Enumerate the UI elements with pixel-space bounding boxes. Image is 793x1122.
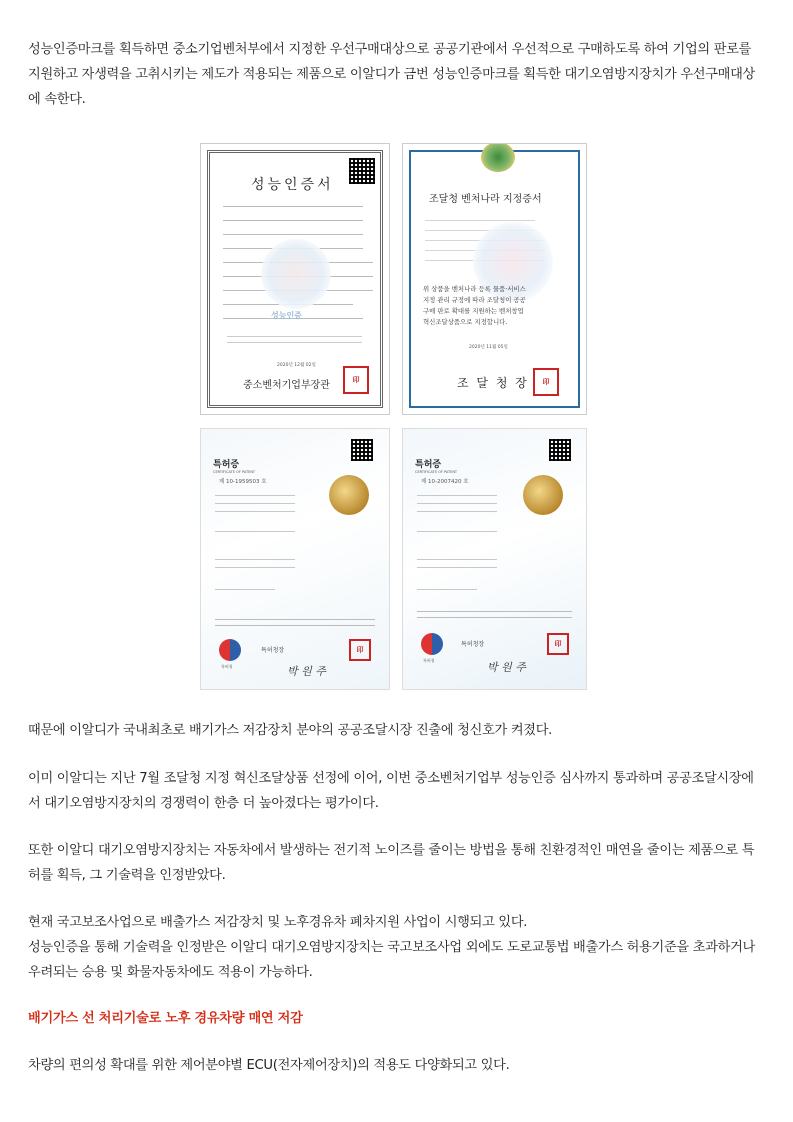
paragraph-3-line-2: 서 대기오염방지장치의 경쟁력이 한층 더 높아졌다는 평가이다. [28, 796, 379, 811]
qr-code-icon [351, 439, 373, 461]
performance-cert-issuer: 중소벤처기업부장관 [243, 380, 330, 391]
certificates-image [192, 140, 592, 695]
patent-1-title: 특허증 [213, 460, 240, 470]
intro-paragraph [28, 37, 768, 112]
qr-code-icon [349, 158, 375, 184]
procurement-body-line-2: 지정 관리 규정에 따라 조달청이 공공 [423, 296, 526, 304]
paragraph-3 [28, 766, 768, 816]
paragraph-4-line-2: 허를 획득, 그 기술력을 인정받았다. [28, 868, 226, 883]
official-stamp-icon: 印 [547, 633, 569, 655]
section-subheading: 배기가스 선 처리기술로 노후 경유차량 매연 저감 [28, 1011, 303, 1026]
procurement-body-line-3: 구매 판로 확대를 지원하는 벤처창업 [423, 307, 524, 315]
patent-2-title: 특허증 [415, 460, 442, 470]
procurement-body-line-1: 위 상품을 벤처나라 등록 물품·서비스 [423, 285, 526, 293]
procurement-certificate [402, 143, 587, 415]
official-stamp-icon: 印 [343, 366, 369, 394]
patent-2-subtitle: CERTIFICATE OF PATENT [415, 470, 458, 474]
performance-cert-title: 성능인증서 [251, 177, 334, 193]
procurement-cert-date: 2020년 11월 05일 [469, 345, 508, 350]
paragraph-6: 차량의 편의성 확대를 위한 제어분야별 ECU(전자제어장치)의 적용도 다양화되고 있다. [28, 1058, 510, 1073]
procurement-cert-body [423, 284, 526, 328]
patent-1-number: 제 10-1959503 호 [219, 479, 267, 485]
paragraph-5-line-1: 현재 국고보조사업으로 배출가스 저감장치 및 노후경유차 폐차지원 사업이 시행되고 있다. [28, 915, 528, 930]
gold-medal-icon [329, 475, 369, 515]
patent-1-subtitle: CERTIFICATE OF PATENT [213, 470, 256, 474]
intro-line-2: 지원하고 자생력을 고취시키는 제도가 적용되는 제품으로 이알디가 금번 성능인증마크를 획득한 대기오염방지장치가 우선구매대상 [28, 67, 755, 82]
kipo-logo-icon [219, 639, 241, 661]
procurement-body-line-4: 혁신조달상품으로 지정합니다. [423, 318, 508, 326]
patent-1-office: 특허청장 [261, 647, 285, 654]
paragraph-4 [28, 838, 768, 888]
kipo-logo-icon [421, 633, 443, 655]
official-stamp-icon: 印 [349, 639, 371, 661]
performance-cert-date: 2020년 12월 02일 [277, 363, 316, 368]
paragraph-5 [28, 910, 768, 985]
procurement-cert-issuer: 조 달 청 장 [457, 376, 529, 390]
paragraph-5-line-2: 성능인증을 통해 기술력을 인정받은 이알디 대기오염방지장치는 국고보조사업 외에도 도로교통법 배출가스 허용기준을 초과하거나 [28, 940, 755, 955]
patent-certificate-2 [402, 428, 587, 690]
patent-1-signature: 박 원 주 [287, 665, 326, 678]
paragraph-4-line-1: 또한 이알디 대기오염방지장치는 자동차에서 발생하는 전기적 노이즈를 줄이는 방법을 통해 친환경적인 매연을 줄이는 제품으로 특 [28, 843, 755, 858]
paragraph-2: 때문에 이알디가 국내최초로 배기가스 저감장치 분야의 공공조달시장 진출에 청신호가 켜졌다. [28, 723, 553, 738]
patent-2-agency: 특허청 [423, 658, 435, 663]
patent-1-agency: 특허청 [221, 664, 233, 669]
paragraph-5-line-3: 우려되는 승용 및 화물자동차에도 적용이 가능하다. [28, 965, 313, 980]
gold-medal-icon [523, 475, 563, 515]
patent-2-number: 제 10-2007420 호 [421, 479, 469, 485]
performance-cert-watermark: 성능인증 [271, 311, 302, 320]
patent-certificate-1 [200, 428, 390, 690]
qr-code-icon [549, 439, 571, 461]
procurement-cert-title: 조달청 벤처나라 지정증서 [429, 194, 542, 205]
performance-certificate [200, 143, 390, 415]
official-stamp-icon: 印 [533, 368, 559, 396]
patent-2-signature: 박 원 주 [487, 661, 526, 674]
patent-2-office: 특허청장 [461, 641, 485, 648]
intro-line-3: 에 속한다. [28, 92, 86, 107]
procurement-emblem-icon [481, 143, 515, 172]
intro-line-1: 성능인증마크를 획득하면 중소기업벤처부에서 지정한 우선구매대상으로 공공기관에서 우선적으로 구매하도록 하여 기업의 판로를 [28, 42, 752, 57]
paragraph-3-line-1: 이미 이알디는 지난 7월 조달청 지정 혁신조달상품 선정에 이어, 이번 중소벤처기업부 성능인증 심사까지 통과하며 공공조달시장에 [28, 771, 754, 786]
